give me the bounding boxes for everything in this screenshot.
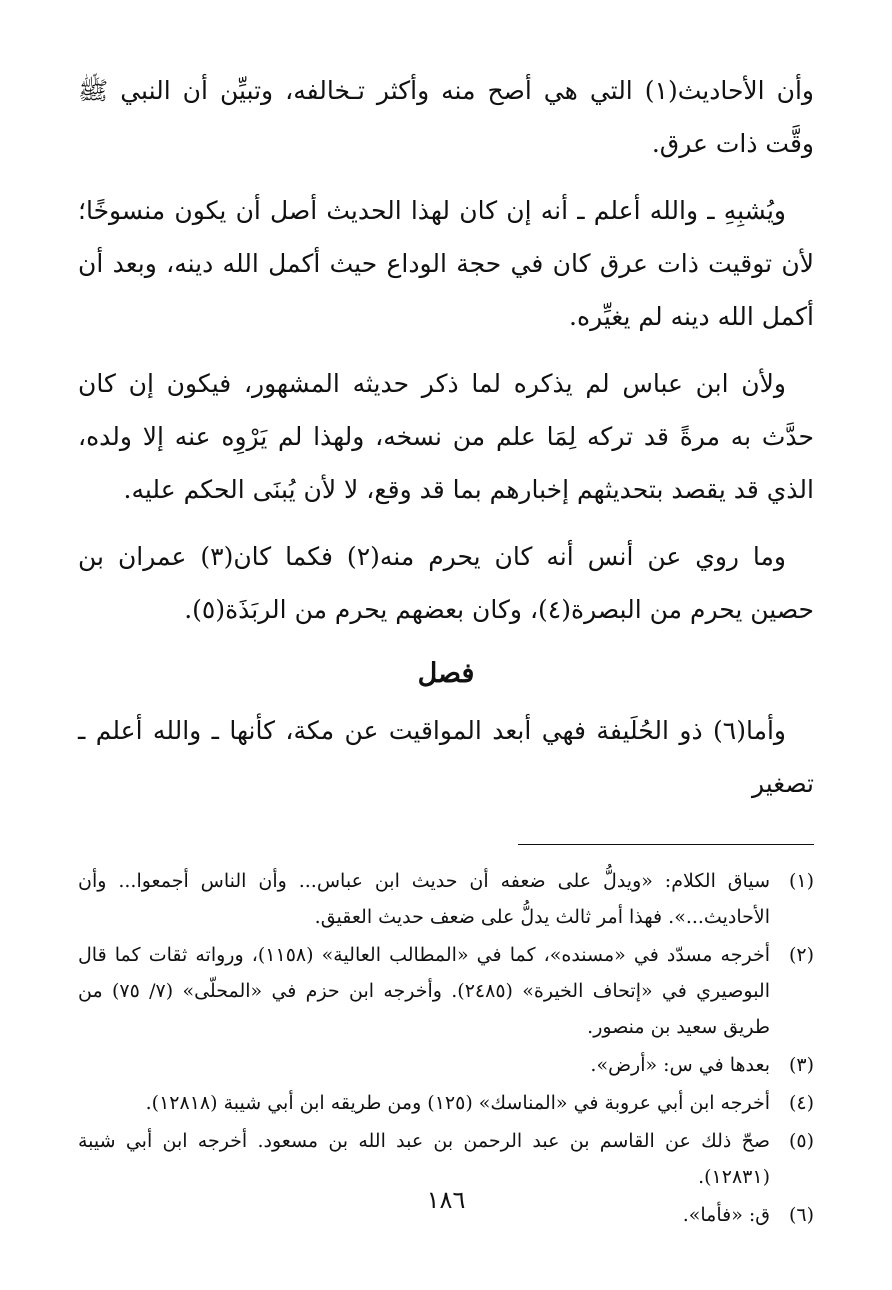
section-heading: فصل: [417, 658, 475, 689]
footnote-text: أخرجه مسدّد في «مسنده»، كما في «المطالب العالية» (١١٥٨)، ورواته ثقات كما قال البوصيري في «إتحاف الخيرة» (٢٤٨٥). وأخرجه ابن حزم في «المحلّى» (٧/ ٧٥) من طريق سعيد بن منصور.: [78, 944, 771, 1038]
body-paragraph-5: وأما(٦) ذو الحُلَيفة فهي أبعد المواقيت عن مكة، كأنها ـ والله أعلم ـ تصغير: [78, 716, 814, 798]
footnote-number: (٦): [788, 1204, 814, 1226]
footnote-3: [78, 1047, 814, 1083]
body-paragraph-2: ويُشبِهِ ـ والله أعلم ـ أنه إن كان لهذا الحديث أصل أن يكون منسوخًا؛ لأن توقيت ذات عرق كان في حجة الوداع حيث أكمل الله دينه، وبعد أن أكمل الله دينه لم يغيِّره.: [78, 196, 814, 331]
footnote-1: [78, 863, 814, 935]
footnote-2: [78, 937, 814, 1045]
footnote-text: صحّ ذلك عن القاسم بن عبد الرحمن بن عبد الله بن مسعود. أخرجه ابن أبي شيبة (١٢٨٣١).: [78, 1130, 770, 1188]
page-number: ١٨٦: [426, 1186, 466, 1214]
footnote-text: بعدها في س: «أرض».: [590, 1054, 770, 1076]
footnote-number: (٢): [788, 944, 814, 966]
footnote-text: أخرجه ابن أبي عروبة في «المناسك» (١٢٥) ومن طريقه ابن أبي شيبة (١٢٨١٨).: [145, 1092, 770, 1114]
footnote-5: [78, 1123, 814, 1195]
footnote-4: [78, 1085, 814, 1121]
footnote-number: (٣): [788, 1054, 814, 1076]
footnote-text: سياق الكلام: «ويدلُّ على ضعفه أن حديث ابن عباس... وأن الناس أجمعوا... وأن الأحاديث...». فهذا أمر ثالث يدلُّ على ضعف حديث العقيق.: [78, 870, 770, 928]
body-paragraph-3: ولأن ابن عباس لم يذكره لما ذكر حديثه المشهور، فيكون إن كان حدَّث به مرةً قد تركه لِمَا علم من نسخه، ولهذا لم يَرْوِه عنه إلا ولده، الذي قد يقصد بتحديثهم إخبارهم بما قد وقع، لا لأن يُبنَى الحكم عليه.: [78, 369, 814, 504]
footnote-number: (١): [788, 870, 814, 892]
body-paragraph-4: وما روي عن أنس أنه كان يحرم منه(٢) فكما كان(٣) عمران بن حصين يحرم من البصرة(٤)، وكان بعضهم يحرم من الربَذَة(٥).: [78, 542, 814, 624]
footnote-number: (٥): [788, 1130, 814, 1152]
body-paragraph-1: وأن الأحاديث(١) التي هي أصح منه وأكثر تـخالفه، وتبيِّن أن النبي ﷺ وقَّت ذات عرق.: [78, 76, 814, 158]
page-content: [78, 64, 814, 1235]
footnotes: [78, 863, 814, 1233]
footnote-number: (٤): [788, 1092, 814, 1114]
footnote-text: ق: «فأما».: [682, 1204, 770, 1226]
footnote-separator: [518, 844, 814, 845]
